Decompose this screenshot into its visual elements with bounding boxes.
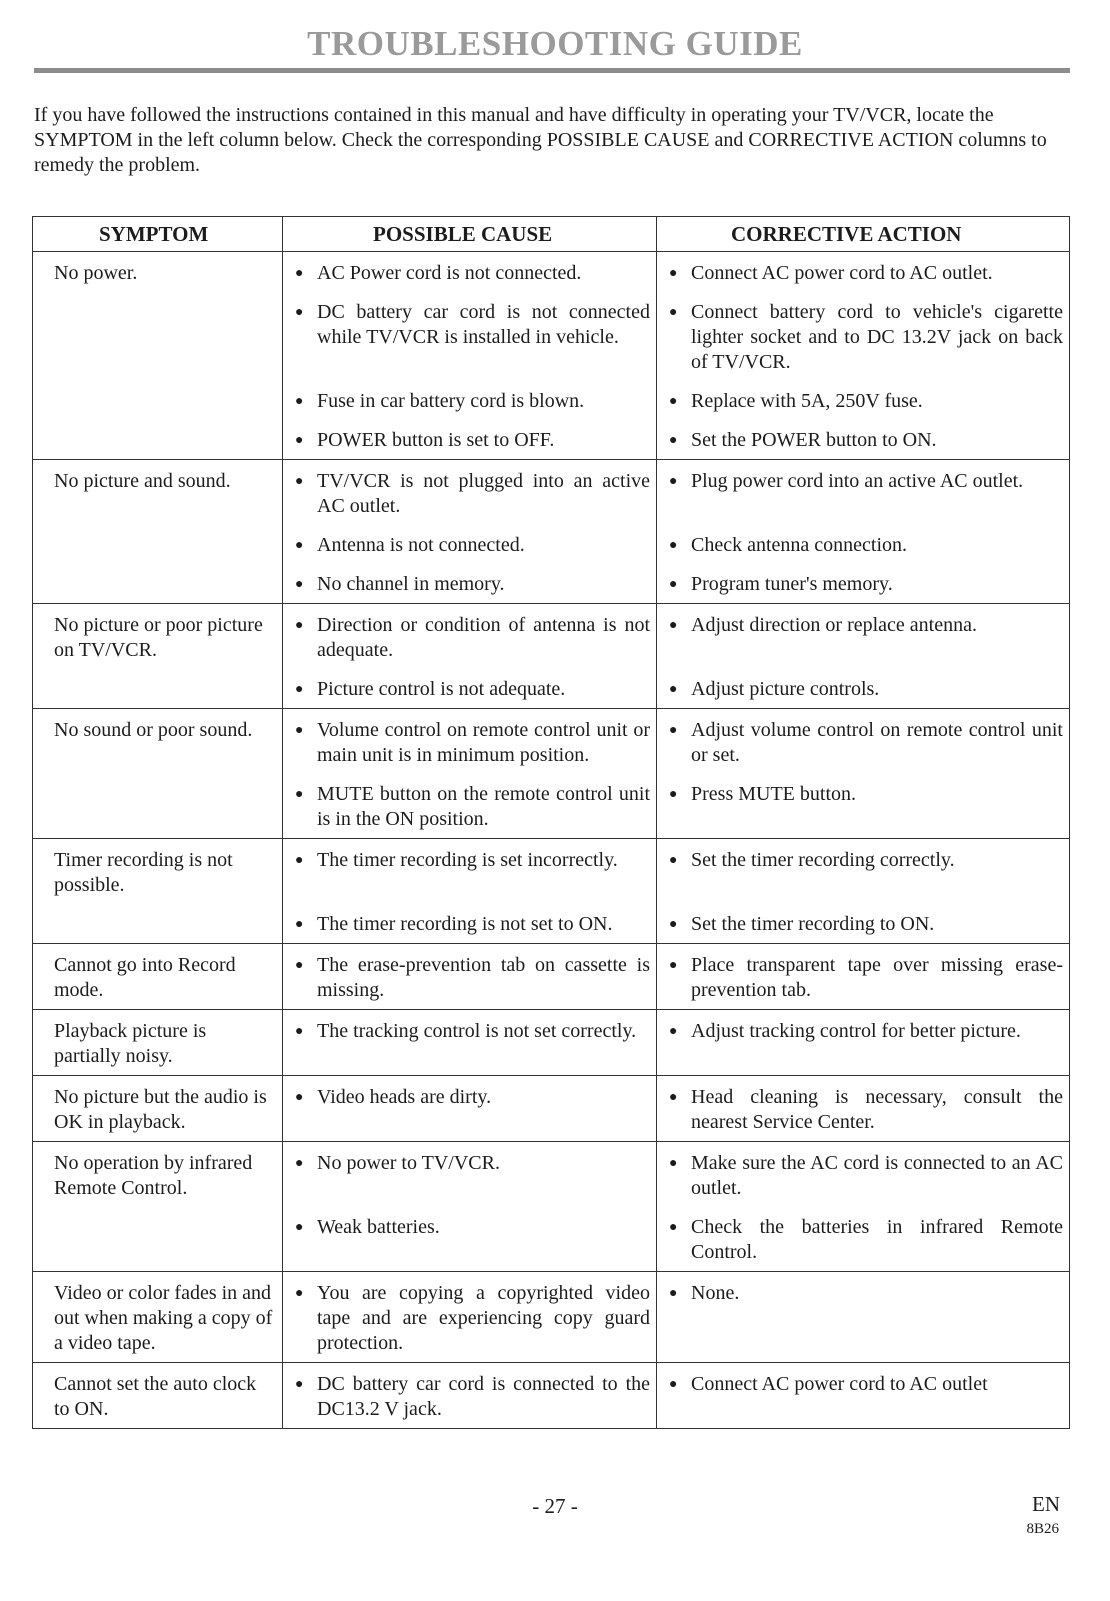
action-cell: [657, 1201, 1070, 1272]
action-cell: [657, 558, 1070, 604]
symptom-cell: [33, 414, 283, 460]
bullet-icon: ●: [295, 577, 304, 592]
cause-text: You are copying a copyrighted video tape and are experiencing copy guard protection.: [317, 1282, 650, 1354]
bullet-icon: ●: [669, 538, 678, 553]
table-body: [33, 252, 1070, 1429]
action-text: Place transparent tape over missing erase-prevention tab.: [691, 954, 1063, 1001]
cause-cell: [283, 286, 657, 375]
action-text: Connect battery cord to vehicle's cigarette lighter socket and to DC 13.2V jack on back of TV/VCR.: [691, 301, 1063, 373]
bullet-icon: ●: [669, 723, 678, 738]
cause-cell: [283, 1201, 657, 1272]
cause-cell: [283, 604, 657, 664]
bullet-icon: ●: [295, 853, 304, 868]
symptom-cell: [33, 286, 283, 375]
bullet-icon: ●: [669, 853, 678, 868]
action-text: Program tuner's memory.: [691, 573, 893, 595]
bullet-icon: ●: [295, 1220, 304, 1235]
bullet-icon: ●: [669, 1156, 678, 1171]
action-cell: [657, 1010, 1070, 1076]
table-row: [33, 768, 1070, 839]
symptom-cell: Video or color fades in and out when making a copy of a video tape.: [33, 1272, 283, 1363]
cause-cell: [283, 898, 657, 944]
symptom-cell: Playback picture is partially noisy.: [33, 1010, 283, 1076]
action-cell: [657, 768, 1070, 839]
cause-cell: [283, 1142, 657, 1202]
table-row: [33, 1201, 1070, 1272]
table-row: [33, 460, 1070, 520]
action-text: Make sure the AC cord is connected to an AC outlet.: [691, 1152, 1063, 1199]
bullet-icon: ●: [295, 474, 304, 489]
table-row: [33, 558, 1070, 604]
action-text: Adjust tracking control for better picture.: [691, 1020, 1021, 1042]
bullet-icon: ●: [669, 305, 678, 320]
symptom-cell: No operation by infrared Remote Control.: [33, 1142, 283, 1202]
bullet-icon: ●: [669, 682, 678, 697]
action-text: Adjust direction or replace antenna.: [691, 614, 977, 636]
bullet-icon: ●: [295, 1286, 304, 1301]
bullet-icon: ●: [669, 618, 678, 633]
bullet-icon: ●: [669, 1024, 678, 1039]
action-cell: [657, 944, 1070, 1010]
action-text: None.: [691, 1282, 740, 1304]
action-cell: [657, 1142, 1070, 1202]
cause-cell: [283, 768, 657, 839]
table-row: [33, 663, 1070, 709]
symptom-cell: [33, 898, 283, 944]
cause-text: Weak batteries.: [317, 1216, 440, 1238]
cause-text: DC battery car cord is not connected while TV/VCR is installed in vehicle.: [317, 301, 650, 348]
symptom-cell: Cannot go into Record mode.: [33, 944, 283, 1010]
table-row: [33, 604, 1070, 664]
cause-cell: [283, 1010, 657, 1076]
symptom-cell: [33, 558, 283, 604]
bullet-icon: ●: [295, 394, 304, 409]
cause-cell: [283, 944, 657, 1010]
action-cell: [657, 286, 1070, 375]
table-row: [33, 252, 1070, 287]
bullet-icon: ●: [669, 577, 678, 592]
action-cell: [657, 1076, 1070, 1142]
action-text: Check the batteries in infrared Remote Control.: [691, 1216, 1063, 1263]
cause-cell: [283, 1076, 657, 1142]
symptom-cell: No power.: [33, 252, 283, 287]
symptom-cell: No picture and sound.: [33, 460, 283, 520]
symptom-cell: Cannot set the auto clock to ON.: [33, 1363, 283, 1429]
bullet-icon: ●: [295, 787, 304, 802]
bullet-icon: ●: [669, 266, 678, 281]
cause-cell: [283, 460, 657, 520]
bullet-icon: ●: [295, 433, 304, 448]
bullet-icon: ●: [295, 618, 304, 633]
symptom-cell: [33, 663, 283, 709]
action-cell: [657, 375, 1070, 414]
title-rule: [34, 68, 1070, 73]
cause-text: The timer recording is set incorrectly.: [317, 849, 618, 871]
symptom-cell: No picture or poor picture on TV/VCR.: [33, 604, 283, 664]
symptom-cell: [33, 375, 283, 414]
action-text: Connect AC power cord to AC outlet: [691, 1373, 988, 1395]
cause-text: The timer recording is not set to ON.: [317, 913, 613, 935]
table-row: [33, 1363, 1070, 1429]
cause-cell: [283, 709, 657, 769]
cause-cell: [283, 663, 657, 709]
symptom-cell: [33, 768, 283, 839]
cause-cell: [283, 252, 657, 287]
action-text: Press MUTE button.: [691, 783, 856, 805]
action-text: Head cleaning is necessary, consult the nearest Service Center.: [691, 1086, 1063, 1133]
cause-text: Volume control on remote control unit or main unit is in minimum position.: [317, 719, 650, 766]
corrective-action-header: CORRECTIVE ACTION: [657, 217, 1070, 252]
action-cell: [657, 414, 1070, 460]
table-row: [33, 519, 1070, 558]
cause-cell: [283, 414, 657, 460]
page-number: - 27 -: [532, 1494, 578, 1518]
action-text: Adjust volume control on remote control unit or set.: [691, 719, 1063, 766]
bullet-icon: ●: [669, 1090, 678, 1105]
action-cell: [657, 1363, 1070, 1429]
bullet-icon: ●: [669, 474, 678, 489]
action-cell: [657, 252, 1070, 287]
action-text: Adjust picture controls.: [691, 678, 880, 700]
bullet-icon: ●: [295, 1377, 304, 1392]
action-cell: [657, 1272, 1070, 1363]
table-header-row: [33, 217, 1070, 252]
bullet-icon: ●: [295, 538, 304, 553]
action-text: Set the timer recording correctly.: [691, 849, 955, 871]
bullet-icon: ●: [295, 266, 304, 281]
symptom-cell: [33, 519, 283, 558]
document-code: 8B26: [1026, 1521, 1059, 1537]
cause-cell: [283, 1272, 657, 1363]
cause-text: No channel in memory.: [317, 573, 505, 595]
action-cell: [657, 663, 1070, 709]
bullet-icon: ●: [295, 1090, 304, 1105]
cause-cell: [283, 1363, 657, 1429]
action-cell: [657, 839, 1070, 899]
cause-text: The erase-prevention tab on cassette is missing.: [317, 954, 650, 1001]
symptom-header: SYMPTOM: [33, 217, 283, 252]
table-row: [33, 898, 1070, 944]
bullet-icon: ●: [669, 433, 678, 448]
cause-text: No power to TV/VCR.: [317, 1152, 500, 1174]
cause-text: TV/VCR is not plugged into an active AC outlet.: [317, 470, 650, 517]
cause-text: AC Power cord is not connected.: [317, 262, 582, 284]
page-title: TROUBLESHOOTING GUIDE: [307, 24, 803, 63]
bullet-icon: ●: [669, 958, 678, 973]
table-row: [33, 709, 1070, 769]
table-row: [33, 944, 1070, 1010]
cause-text: POWER button is set to OFF.: [317, 429, 555, 451]
bullet-icon: ●: [295, 958, 304, 973]
cause-cell: [283, 375, 657, 414]
symptom-cell: Timer recording is not possible.: [33, 839, 283, 899]
intro-paragraph: If you have followed the instructions contained in this manual and have difficulty in operating your TV/VCR, locate the SYMPTOM in the left column below. Check the corresponding POSSIBLE CAUSE and CORRECTIVE ACTION columns to remedy the problem.: [34, 104, 1047, 176]
action-text: Set the timer recording to ON.: [691, 913, 935, 935]
symptom-cell: No picture but the audio is OK in playback.: [33, 1076, 283, 1142]
table-row: [33, 1272, 1070, 1363]
table-row: [33, 375, 1070, 414]
symptom-cell: No sound or poor sound.: [33, 709, 283, 769]
bullet-icon: ●: [669, 787, 678, 802]
action-text: Plug power cord into an active AC outlet.: [691, 470, 1024, 492]
language-code: EN: [1032, 1492, 1060, 1516]
cause-text: Picture control is not adequate.: [317, 678, 566, 700]
table-row: [33, 286, 1070, 375]
bullet-icon: ●: [669, 1220, 678, 1235]
bullet-icon: ●: [669, 1377, 678, 1392]
bullet-icon: ●: [669, 917, 678, 932]
bullet-icon: ●: [295, 1156, 304, 1171]
cause-text: Fuse in car battery cord is blown.: [317, 390, 585, 412]
cause-cell: [283, 839, 657, 899]
bullet-icon: ●: [295, 723, 304, 738]
action-text: Connect AC power cord to AC outlet.: [691, 262, 993, 284]
bullet-icon: ●: [295, 305, 304, 320]
cause-text: The tracking control is not set correctly.: [317, 1020, 637, 1042]
cause-cell: [283, 519, 657, 558]
action-cell: [657, 898, 1070, 944]
action-text: Replace with 5A, 250V fuse.: [691, 390, 923, 412]
action-text: Check antenna connection.: [691, 534, 908, 556]
bullet-icon: ●: [295, 682, 304, 697]
bullet-icon: ●: [295, 917, 304, 932]
table-row: [33, 1076, 1070, 1142]
table-row: [33, 414, 1070, 460]
cause-text: Direction or condition of antenna is not adequate.: [317, 614, 650, 661]
table-row: [33, 1142, 1070, 1202]
action-text: Set the POWER button to ON.: [691, 429, 937, 451]
cause-text: Antenna is not connected.: [317, 534, 525, 556]
cause-text: Video heads are dirty.: [317, 1086, 492, 1108]
possible-cause-header: POSSIBLE CAUSE: [283, 217, 657, 252]
action-cell: [657, 604, 1070, 664]
bullet-icon: ●: [295, 1024, 304, 1039]
troubleshooting-table: [32, 216, 1070, 1429]
table-row: [33, 1010, 1070, 1076]
action-cell: [657, 709, 1070, 769]
cause-cell: [283, 558, 657, 604]
action-cell: [657, 460, 1070, 520]
bullet-icon: ●: [669, 1286, 678, 1301]
cause-text: MUTE button on the remote control unit is in the ON position.: [317, 783, 650, 830]
symptom-cell: [33, 1201, 283, 1272]
bullet-icon: ●: [669, 394, 678, 409]
table-row: [33, 839, 1070, 899]
cause-text: DC battery car cord is connected to the DC13.2 V jack.: [317, 1373, 650, 1420]
action-cell: [657, 519, 1070, 558]
